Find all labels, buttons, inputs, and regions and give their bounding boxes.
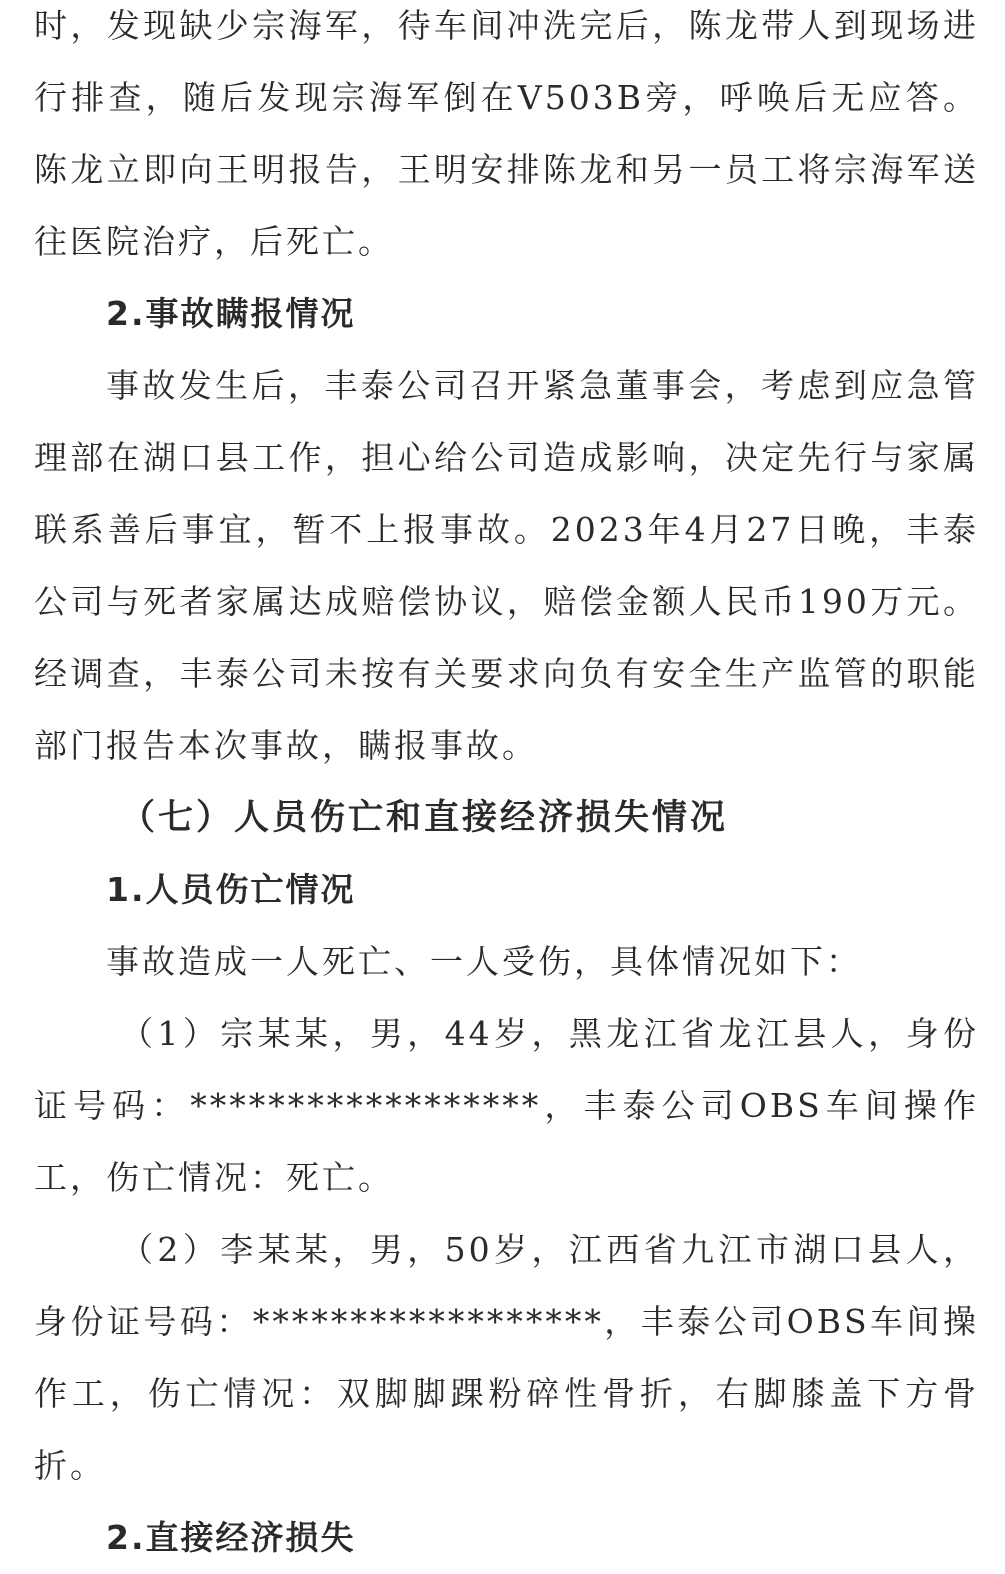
- paragraph-concealment: 事故发生后，丰泰公司召开紧急董事会，考虑到应急管理部在湖口县工作，担心给公司造成影响，决定先行与家属联系善后事宜，暂不上报事故。2023年4月27日晚，丰泰公司与死者家属达成赔偿协议，赔偿金额人民币190万元。经调查，丰泰公司未按有关要求向负有安全生产监管的职能部门报告本次事故，瞒报事故。: [34, 366, 979, 765]
- section-heading-casualties-and-losses: （七）人员伤亡和直接经济损失情况: [120, 798, 729, 838]
- paragraph-incident-discovery: 时，发现缺少宗海军，待车间冲洗完后，陈龙带人到现场进行排查，随后发现宗海军倒在V503B旁，呼唤后无应答。陈龙立即向王明报告，王明安排陈龙和另一员工将宗海军送往医院治疗，后死亡。: [34, 6, 979, 261]
- casualty-item-2: （2）李某某，男，50岁，江西省九江市湖口县人，身份证号码：******************，丰泰公司OBS车间操作工，伤亡情况：双脚脚踝粉碎性骨折，右脚膝盖下方骨折。: [34, 1230, 979, 1485]
- casualty-item-1: （1）宗某某，男，44岁，黑龙江省龙江县人，身份证号码：******************，丰泰公司OBS车间操作工，伤亡情况：死亡。: [34, 1014, 979, 1197]
- heading-casualties: 1.人员伤亡情况: [106, 870, 356, 909]
- heading-direct-economic-losses: 2.直接经济损失: [106, 1518, 356, 1557]
- heading-concealment: 2.事故瞒报情况: [106, 294, 356, 333]
- paragraph-casualties-intro: 事故造成一人死亡、一人受伤，具体情况如下：: [106, 942, 862, 981]
